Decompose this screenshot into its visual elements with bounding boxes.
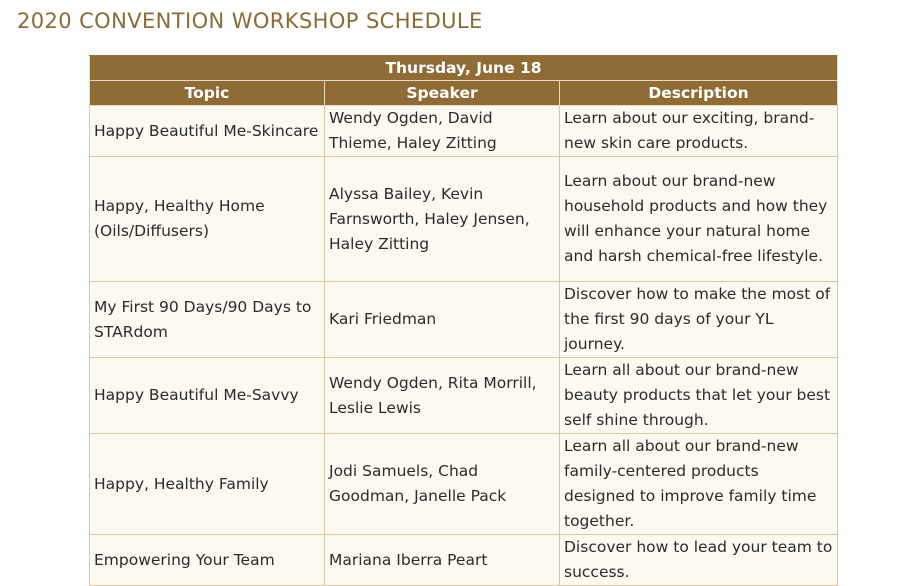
column-header-row bbox=[90, 81, 838, 106]
table-row bbox=[90, 535, 838, 586]
speaker-cell: Wendy Ogden, Rita Morrill, Leslie Lewis bbox=[325, 358, 560, 434]
page-title: 2020 CONVENTION WORKSHOP SCHEDULE bbox=[17, 9, 483, 33]
column-header-description: Description bbox=[560, 81, 838, 106]
column-header-speaker: Speaker bbox=[325, 81, 560, 106]
description-cell: Learn all about our brand-new beauty products that let your best self shine through. bbox=[560, 358, 838, 434]
speaker-cell: Jodi Samuels, Chad Goodman, Janelle Pack bbox=[325, 434, 560, 535]
speaker-cell: Wendy Ogden, David Thieme, Haley Zitting bbox=[325, 106, 560, 157]
table-row bbox=[90, 157, 838, 282]
speaker-cell: Alyssa Bailey, Kevin Farnsworth, Haley Jensen, Haley Zitting bbox=[325, 157, 560, 282]
speaker-cell: Mariana Iberra Peart bbox=[325, 535, 560, 586]
table-row bbox=[90, 358, 838, 434]
description-cell: Discover how to make the most of the first 90 days of your YL journey. bbox=[560, 282, 838, 358]
description-cell: Discover how to lead your team to success. bbox=[560, 535, 838, 586]
topic-cell: Happy Beautiful Me-Skincare bbox=[90, 106, 325, 157]
day-header-row bbox=[90, 56, 838, 81]
topic-cell: Happy, Healthy Family bbox=[90, 434, 325, 535]
workshop-schedule-table bbox=[89, 55, 838, 586]
day-header: Thursday, June 18 bbox=[90, 56, 838, 81]
topic-cell: Happy Beautiful Me-Savvy bbox=[90, 358, 325, 434]
description-cell: Learn all about our brand-new family-centered products designed to improve family time together. bbox=[560, 434, 838, 535]
topic-cell: Empowering Your Team bbox=[90, 535, 325, 586]
table-row bbox=[90, 434, 838, 535]
column-header-topic: Topic bbox=[90, 81, 325, 106]
table-row bbox=[90, 106, 838, 157]
description-cell: Learn about our brand-new household products and how they will enhance your natural home and harsh chemical-free lifestyle. bbox=[560, 157, 838, 282]
table-row bbox=[90, 282, 838, 358]
topic-cell: Happy, Healthy Home (Oils/Diffusers) bbox=[90, 157, 325, 282]
topic-cell: My First 90 Days/90 Days to STARdom bbox=[90, 282, 325, 358]
description-cell: Learn about our exciting, brand-new skin care products. bbox=[560, 106, 838, 157]
speaker-cell: Kari Friedman bbox=[325, 282, 560, 358]
